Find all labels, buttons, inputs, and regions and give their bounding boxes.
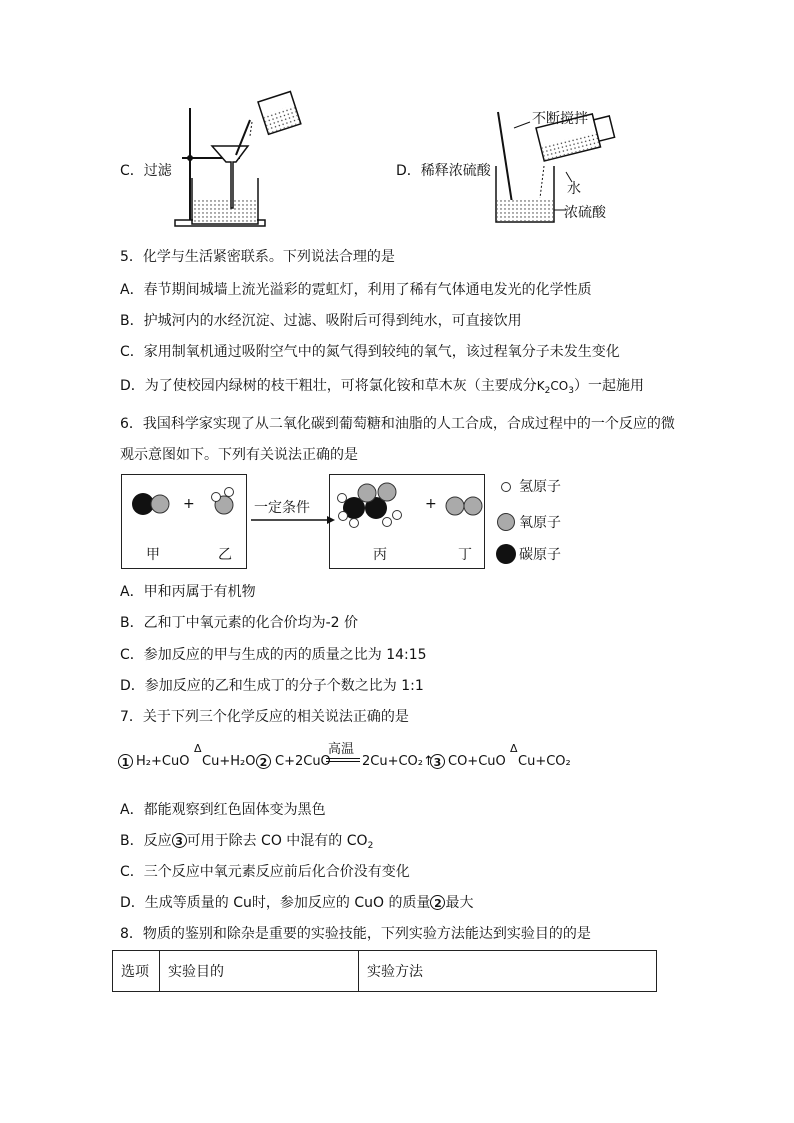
- q7-option-c: C．三个反应中氧元素反应前后化合价没有变化: [120, 864, 410, 880]
- r3-right: Cu+CO₂: [518, 754, 571, 769]
- formula-k: K: [536, 379, 545, 393]
- legend-oxygen: 氧原子: [519, 515, 561, 531]
- q6-option-d: D．参加反应的乙和生成丁的分子个数之比为 1:1: [120, 678, 424, 694]
- q4-option-c-label: C．过滤: [120, 163, 172, 179]
- r2-right: 2Cu+CO₂↑: [362, 754, 434, 769]
- q5-option-d-pre: D．为了使校园内绿树的枝干粗壮，可将氯化铵和草木灰（主要成分: [120, 378, 537, 394]
- q7-option-d-pre: D．生成等质量的 Cu时，参加反应的 CuO 的质量: [120, 895, 431, 911]
- q5-stem: 5．化学与生活紧密联系。下列说法合理的是: [120, 249, 395, 265]
- r2-left: C+2CuO: [275, 754, 331, 769]
- q7-stem: 7．关于下列三个化学反应的相关说法正确的是: [120, 709, 409, 725]
- q6-stem-line1: 6．我国科学家实现了从二氧化碳到葡萄糖和油脂的人工合成，合成过程中的一个反应的微: [120, 416, 675, 432]
- q6-stem-line2: 观示意图如下。下列有关说法正确的是: [120, 447, 358, 463]
- q7-option-a: A．都能观察到红色固体变为黑色: [120, 802, 326, 818]
- legend-hydrogen: 氢原子: [519, 479, 561, 495]
- r3-left: CO+CuO: [448, 754, 506, 769]
- reaction-2-ref: 2: [430, 895, 445, 910]
- q7-option-b-sub: 2: [367, 841, 374, 851]
- q6-option-b: B．乙和丁中氧元素的化合价均为-2 价: [120, 615, 359, 631]
- q5-option-b: B．护城河内的水经沉淀、过滤、吸附后可得到纯水，可直接饮用: [120, 313, 522, 329]
- r3-condition: Δ: [510, 742, 518, 755]
- r2-condition: 高温: [328, 742, 355, 757]
- conc-acid-label: 浓硫酸: [564, 205, 606, 221]
- q7-option-d-post: 最大: [445, 895, 474, 911]
- header-option: 选项: [113, 951, 160, 992]
- header-method: 实验方法: [359, 951, 657, 992]
- q5-option-d: [120, 377, 644, 400]
- filtration-apparatus-figure: [170, 100, 330, 230]
- reaction-1-number: 1: [118, 754, 133, 769]
- arrow-condition: 一定条件: [254, 500, 310, 516]
- q6-option-c: C．参加反应的甲与生成的丙的质量之比为 14:15: [120, 647, 427, 663]
- label-yi: 乙: [218, 547, 232, 563]
- label-jia: 甲: [146, 547, 160, 563]
- q7-option-b: [120, 832, 373, 855]
- table-row: [113, 951, 657, 992]
- water-label: 水: [567, 181, 581, 197]
- r1-condition: Δ: [194, 742, 202, 755]
- formula-co: CO: [550, 379, 569, 393]
- label-ding: 丁: [458, 547, 472, 563]
- r1-right: Cu+H₂O: [202, 754, 256, 769]
- label-bing: 丙: [373, 547, 387, 563]
- q7-option-b-pre: B．反应: [120, 833, 172, 849]
- q5-option-c: C．家用制氧机通过吸附空气中的氮气得到较纯的氧气，该过程氧分子未发生变化: [120, 344, 620, 360]
- reaction-3-number: 3: [430, 754, 445, 769]
- formula-k-sub: 2: [544, 386, 551, 396]
- q6-option-a: A．甲和丙属于有机物: [120, 584, 256, 600]
- product-plus: +: [425, 496, 437, 512]
- header-purpose: 实验目的: [160, 951, 359, 992]
- reaction-3-ref: 3: [172, 833, 187, 848]
- q5-option-d-post: ）一起施用: [573, 378, 644, 394]
- reactant-plus: +: [183, 496, 195, 512]
- q4-option-d-label: D．稀释浓硫酸: [396, 163, 491, 179]
- q8-table: [112, 950, 657, 992]
- reaction-2-number: 2: [256, 754, 271, 769]
- stir-label: 不断搅拌: [532, 111, 588, 127]
- q7-option-b-mid: 可用于除去 CO 中混有的 CO: [186, 833, 368, 849]
- q5-option-a: A．春节期间城墙上流光溢彩的霓虹灯，利用了稀有气体通电发光的化学性质: [120, 282, 592, 298]
- legend-carbon: 碳原子: [519, 547, 561, 563]
- r1-left: H₂+CuO: [136, 754, 190, 769]
- formula-co-sub: 3: [568, 386, 574, 396]
- q8-stem: 8．物质的鉴别和除杂是重要的实验技能，下列实验方法能达到实验目的的是: [120, 926, 591, 942]
- q7-option-d: [120, 894, 473, 912]
